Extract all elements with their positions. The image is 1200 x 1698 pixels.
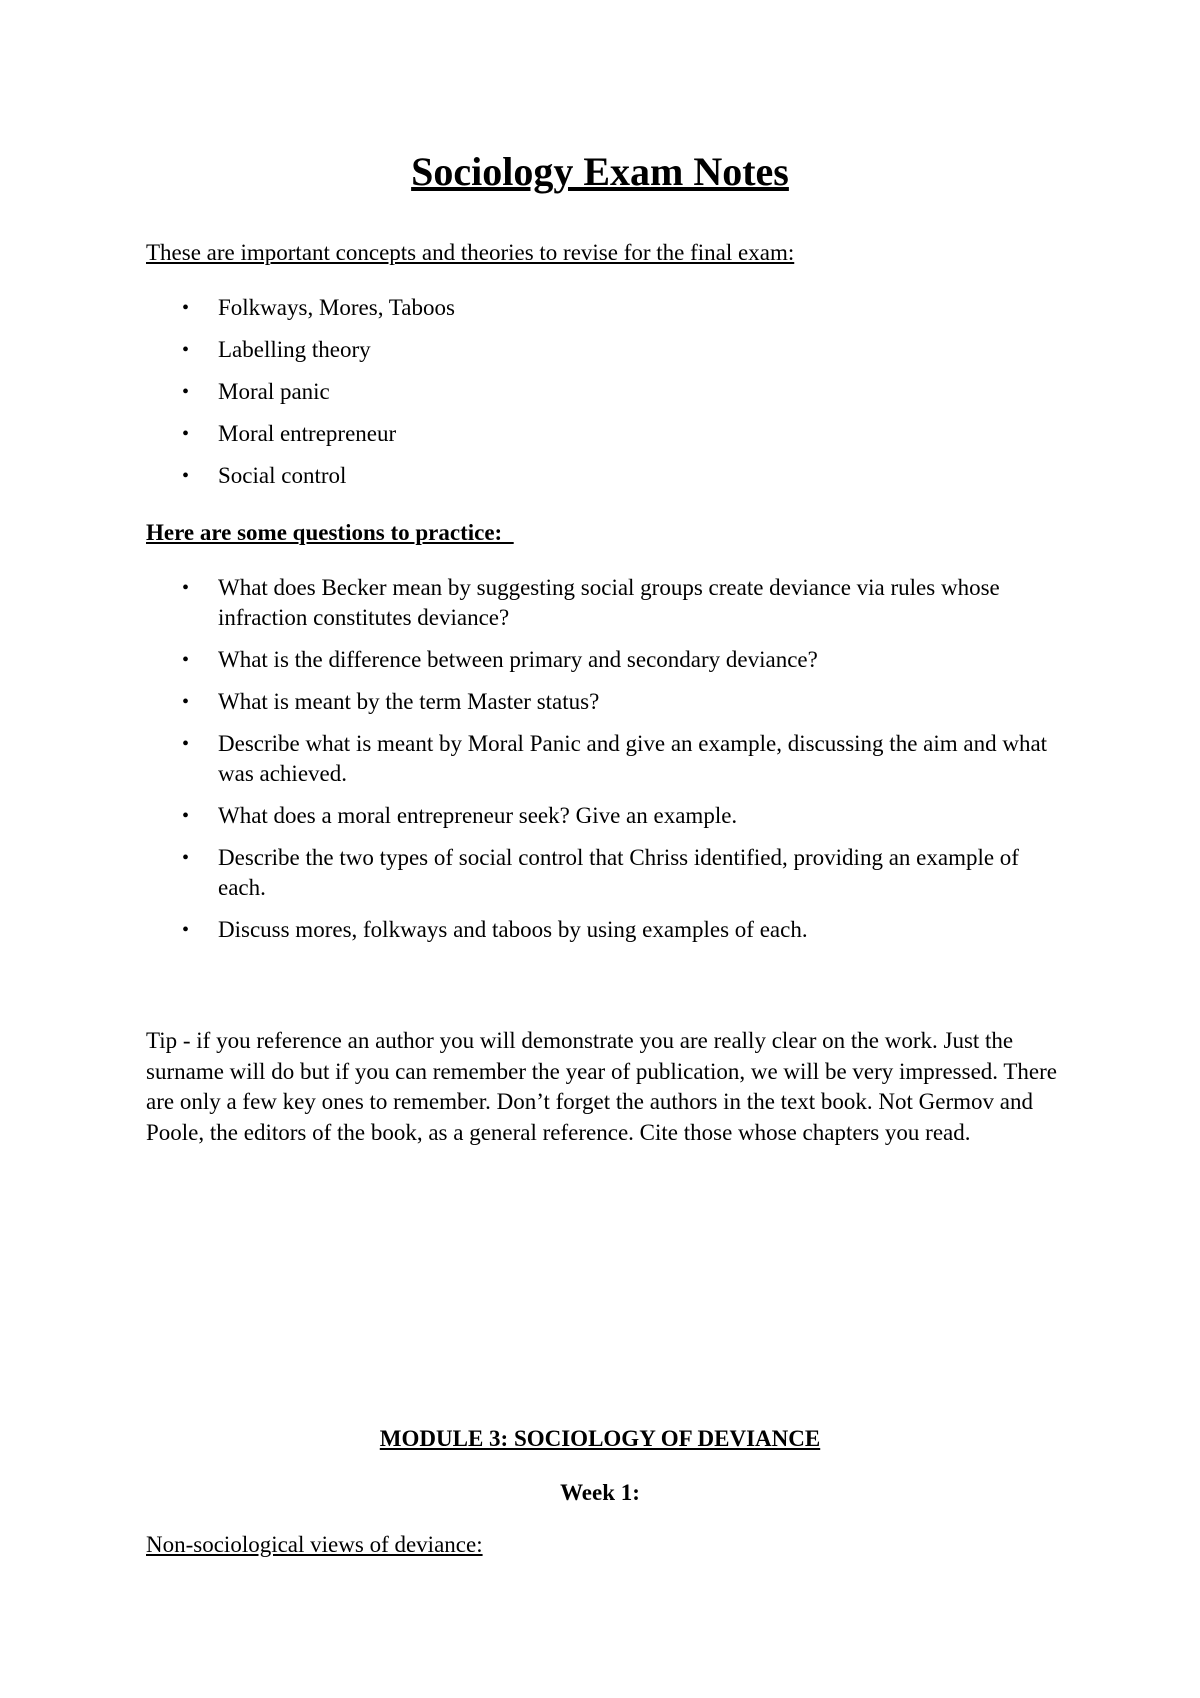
list-item — [146, 687, 1066, 717]
list-item — [146, 461, 1066, 491]
bullet-icon: • — [182, 381, 190, 403]
practice-heading: Here are some questions to practice: — [146, 520, 514, 545]
bullet-icon: • — [182, 465, 190, 487]
list-item-text: What is the difference between primary and secondary deviance? — [218, 647, 818, 672]
bullet-icon: • — [182, 423, 190, 445]
list-item-text: Discuss mores, folkways and taboos by using examples of each. — [218, 917, 808, 942]
list-item-text: Labelling theory — [218, 337, 371, 362]
list-item — [146, 335, 1066, 365]
section-subheading: Non-sociological views of deviance: — [146, 1532, 483, 1557]
bullet-icon: • — [182, 847, 190, 869]
concepts-list — [146, 293, 1066, 503]
bullet-icon: • — [182, 919, 190, 941]
questions-list — [146, 573, 1066, 957]
list-item — [146, 729, 1066, 789]
list-item — [146, 915, 1066, 945]
document-title: Sociology Exam Notes — [411, 149, 789, 194]
week-heading: Week 1: — [560, 1480, 640, 1505]
list-item-text: Moral panic — [218, 379, 330, 404]
list-item — [146, 801, 1066, 831]
list-item-text: Describe what is meant by Moral Panic and give an example, discussing the aim and what was achieved. — [218, 731, 1048, 786]
list-item-text: What does a moral entrepreneur seek? Give an example. — [218, 803, 738, 828]
bullet-icon: • — [182, 733, 190, 755]
bullet-icon: • — [182, 339, 190, 361]
list-item — [146, 573, 1066, 633]
list-item — [146, 645, 1066, 675]
bullet-icon: • — [182, 691, 190, 713]
list-item-text: What is meant by the term Master status? — [218, 689, 600, 714]
tip-paragraph: Tip - if you reference an author you will demonstrate you are really clear on the work. Just the surname will do but if you can remember the year of publication, we will be very impressed. There are only a few key ones to remember. Don’t forget the authors in the text book. Not Germov and Poole, the editors of the book, as a general reference. Cite those whose chapters you read. — [146, 1028, 1057, 1145]
list-item — [146, 377, 1066, 407]
bullet-icon: • — [182, 577, 190, 599]
intro-text: These are important concepts and theories to revise for the final exam: — [146, 240, 795, 265]
module-heading: MODULE 3: SOCIOLOGY OF DEVIANCE — [379, 1426, 821, 1451]
bullet-icon: • — [182, 805, 190, 827]
list-item-text: Social control — [218, 463, 347, 488]
list-item-text: Moral entrepreneur — [218, 421, 397, 446]
list-item — [146, 293, 1066, 323]
list-item — [146, 419, 1066, 449]
list-item — [146, 843, 1066, 903]
list-item-text: What does Becker mean by suggesting social groups create deviance via rules whose infraction constitutes deviance? — [218, 575, 1000, 630]
bullet-icon: • — [182, 649, 190, 671]
list-item-text: Folkways, Mores, Taboos — [218, 295, 455, 320]
bullet-icon: • — [182, 297, 190, 319]
list-item-text: Describe the two types of social control that Chriss identified, providing an example of each. — [218, 845, 1019, 900]
